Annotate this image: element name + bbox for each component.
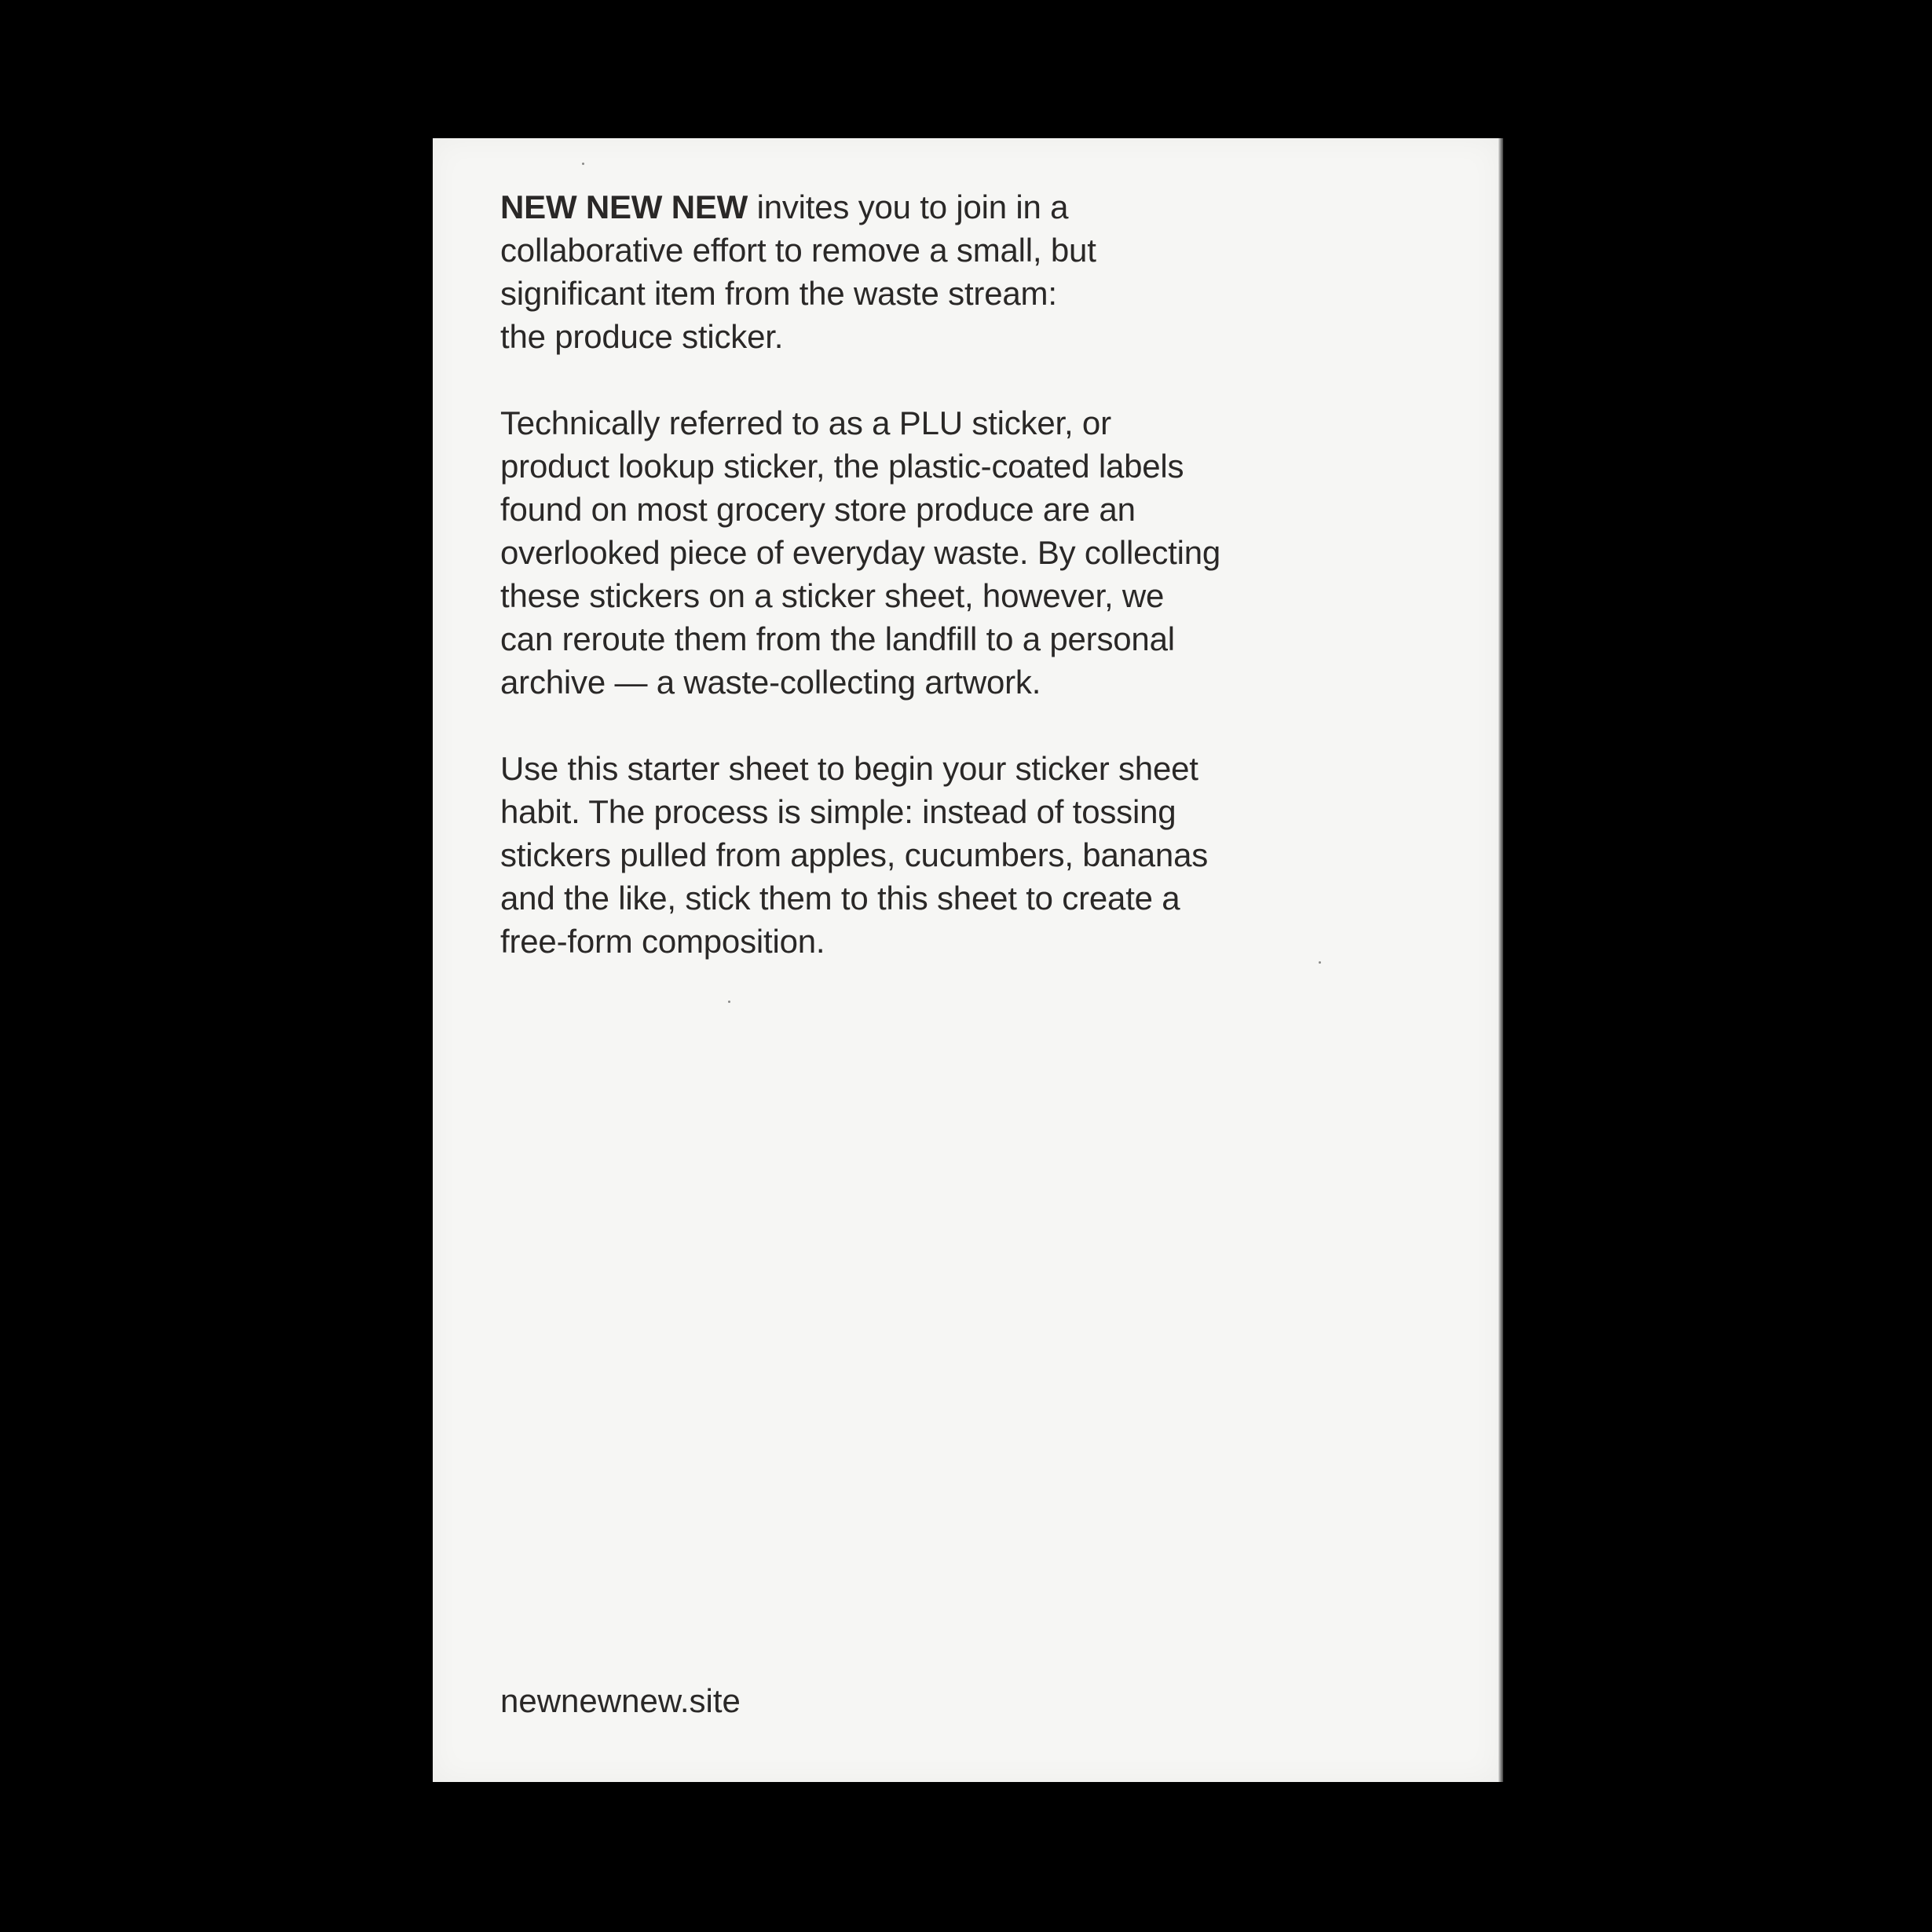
intro-line-2: collaborative effort to remove a small, but [500, 232, 1096, 269]
intro-paragraph [500, 185, 1372, 358]
instructions-paragraph [500, 747, 1372, 963]
paper-speck [728, 1001, 730, 1003]
explanation-line-3: found on most grocery store produce are an [500, 491, 1136, 528]
intro-line-3: significant item from the waste stream: [500, 275, 1057, 312]
paper-speck [1319, 961, 1321, 964]
instructions-line-5: free-form composition. [500, 923, 825, 960]
brand-name: NEW NEW NEW [500, 188, 748, 225]
explanation-line-5: these stickers on a sticker sheet, however, we [500, 577, 1165, 614]
explanation-line-6: can reroute them from the landfill to a personal [500, 620, 1175, 657]
sheet-right-edge [1498, 138, 1503, 1782]
sticker-sheet-card [433, 138, 1498, 1782]
body-copy [500, 185, 1372, 963]
explanation-line-7: archive — a waste-collecting artwork. [500, 664, 1041, 701]
website-url: newnewnew.site [500, 1682, 741, 1719]
instructions-line-2: habit. The process is simple: instead of tossing [500, 793, 1176, 830]
paper-speck [582, 163, 584, 165]
instructions-line-3: stickers pulled from apples, cucumbers, bananas [500, 836, 1209, 873]
instructions-line-1: Use this starter sheet to begin your sticker sheet [500, 750, 1198, 787]
explanation-line-4: overlooked piece of everyday waste. By collecting [500, 534, 1221, 571]
explanation-paragraph [500, 401, 1372, 704]
instructions-line-4: and the like, stick them to this sheet to create a [500, 880, 1180, 917]
intro-line-1: invites you to join in a [748, 188, 1069, 225]
explanation-line-2: product lookup sticker, the plastic-coated labels [500, 448, 1184, 485]
intro-line-4: the produce sticker. [500, 318, 784, 355]
explanation-line-1: Technically referred to as a PLU sticker, or [500, 404, 1111, 441]
